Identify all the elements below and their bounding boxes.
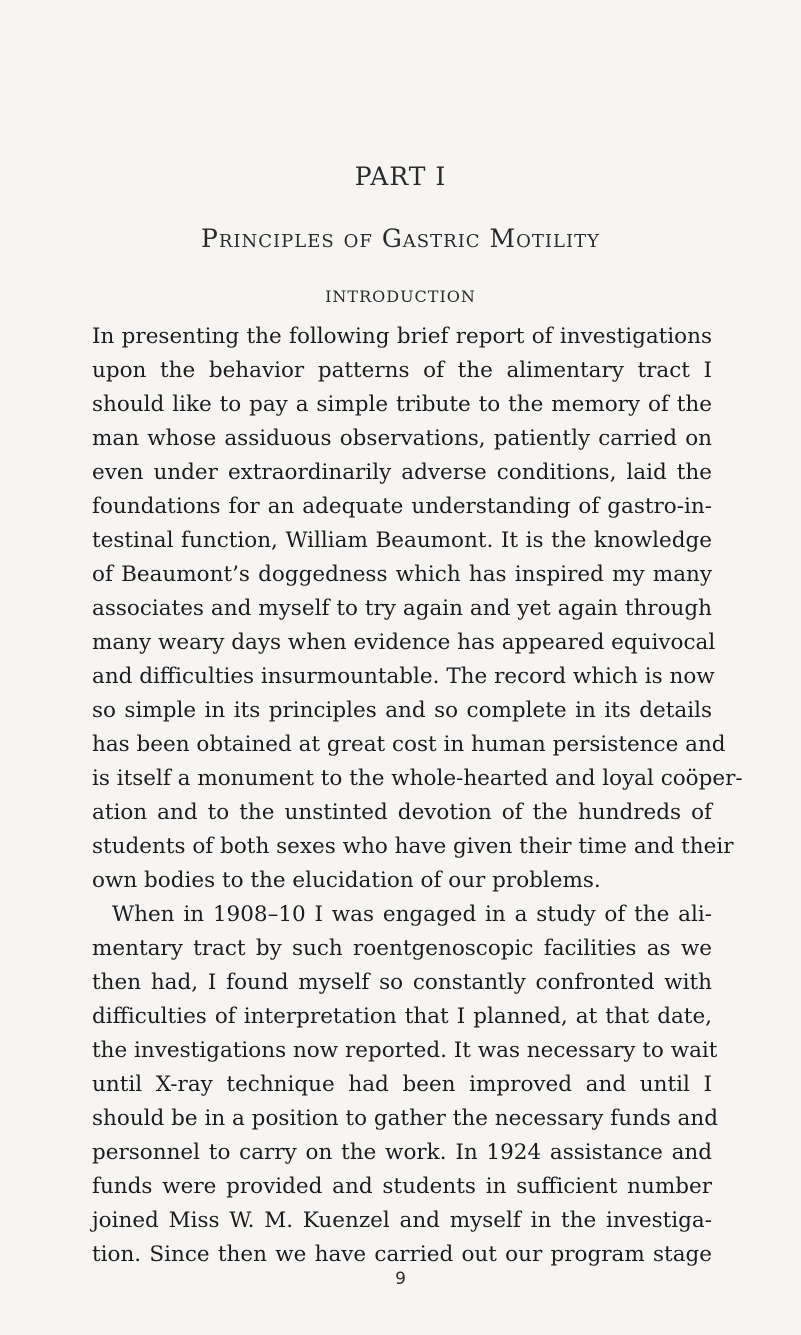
text-line: ation and to the unstinted devotion of the hundreds of xyxy=(92,800,712,825)
section-title: INTRODUCTION xyxy=(325,287,476,306)
text-line: joined Miss W. M. Kuenzel and myself in the investiga- xyxy=(92,1208,712,1233)
text-line: tion. Since then we have carried out our program stage xyxy=(92,1242,712,1267)
text-line: When in 1908–10 I was engaged in a study of the ali- xyxy=(112,902,712,927)
page-number: 9 xyxy=(395,1269,406,1289)
chapter-title: Principles of Gastric Motility xyxy=(201,224,600,253)
text-line: testinal function, William Beaumont. It is the knowledge xyxy=(92,528,712,553)
part-title: PART I xyxy=(354,162,447,191)
text-line: upon the behavior patterns of the alimentary tract I xyxy=(92,358,712,383)
text-line: and difficulties insurmountable. The record which is now xyxy=(92,664,715,689)
text-line: so simple in its principles and so complete in its details xyxy=(92,698,712,723)
text-line: associates and myself to try again and yet again through xyxy=(92,596,712,621)
text-line: the investigations now reported. It was necessary to wait xyxy=(92,1038,718,1063)
text-line: students of both sexes who have given their time and their xyxy=(92,834,734,859)
text-line: until X-ray technique had been improved and until I xyxy=(92,1072,712,1097)
text-line: In presenting the following brief report of investigations xyxy=(92,324,712,349)
text-line: difficulties of interpretation that I planned, at that date, xyxy=(92,1004,712,1029)
text-line: foundations for an adequate understanding of gastro-in- xyxy=(92,494,712,519)
text-line: personnel to carry on the work. In 1924 assistance and xyxy=(92,1140,712,1165)
text-line: should be in a position to gather the necessary funds and xyxy=(92,1106,718,1131)
text-line: is itself a monument to the whole-hearted and loyal coöper- xyxy=(92,766,743,791)
text-line: of Beaumont’s doggedness which has inspired my many xyxy=(92,562,712,587)
text-line: has been obtained at great cost in human persistence and xyxy=(92,732,726,757)
text-line: should like to pay a simple tribute to the memory of the xyxy=(92,392,712,417)
text-line: then had, I found myself so constantly confronted with xyxy=(92,970,712,995)
text-line: mentary tract by such roentgenoscopic facilities as we xyxy=(92,936,712,961)
text-line: many weary days when evidence has appeared equivocal xyxy=(92,630,716,655)
text-line: funds were provided and students in sufficient number xyxy=(92,1174,712,1199)
text-line: even under extraordinarily adverse conditions, laid the xyxy=(92,460,712,485)
text-line: own bodies to the elucidation of our problems. xyxy=(92,868,601,893)
text-line: man whose assiduous observations, patiently carried on xyxy=(92,426,712,451)
